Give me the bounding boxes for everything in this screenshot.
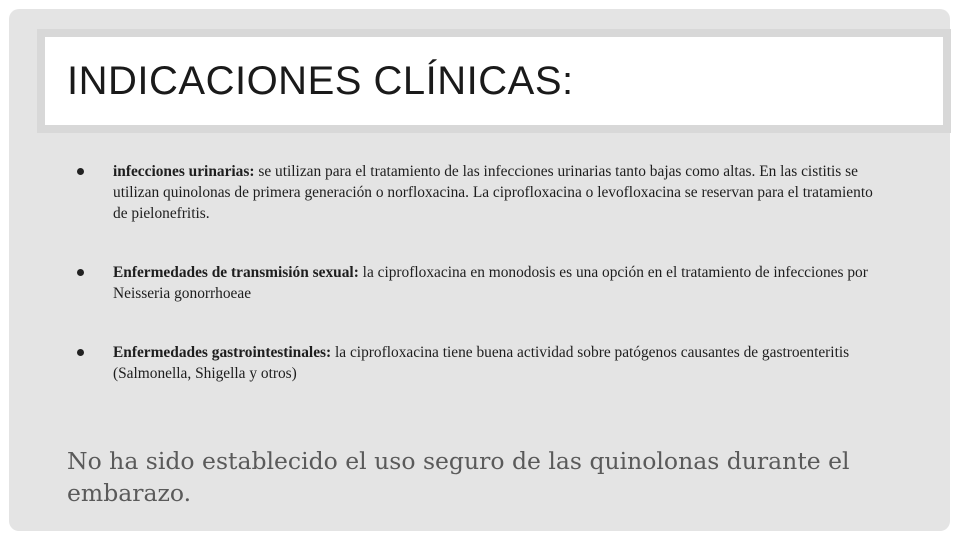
bullet-text: la ciprofloxacina en monodosis es una opción en el tratamiento de infecciones por Neisseria gonorrhoeae — [113, 264, 868, 302]
bullet-item-gastro — [73, 342, 873, 384]
bullet-dot-icon — [77, 269, 84, 276]
bullet-item-sexual — [73, 262, 873, 304]
slide-title: INDICACIONES CLÍNICAS: — [67, 59, 574, 103]
bullet-text: se utilizan para el tratamiento de las infecciones urinarias tanto bajas como altas. En las cistitis se utilizan quinolonas de primera generación o norfloxacina. La ciprofloxacina o levofloxacina se reservan para el tratamiento de pielonefritis. — [113, 163, 873, 222]
title-box — [37, 29, 951, 133]
bullet-term: infecciones urinarias: — [113, 163, 255, 180]
title-panel — [45, 37, 943, 125]
bullet-term: Enfermedades de transmisión sexual: — [113, 264, 359, 281]
bullet-dot-icon — [77, 349, 84, 356]
slide — [9, 9, 950, 531]
bullet-dot-icon — [77, 168, 84, 175]
bullet-text: la ciprofloxacina tiene buena actividad sobre patógenos causantes de gastroenteritis (Salmonella, Shigella y otros) — [113, 344, 850, 382]
bullet-item-urinary — [73, 161, 873, 224]
bullet-list — [73, 161, 873, 384]
pregnancy-note: No ha sido establecido el uso seguro de las quinolonas durante el embarazo. — [67, 447, 850, 507]
bullet-term: Enfermedades gastrointestinales: — [113, 344, 332, 361]
